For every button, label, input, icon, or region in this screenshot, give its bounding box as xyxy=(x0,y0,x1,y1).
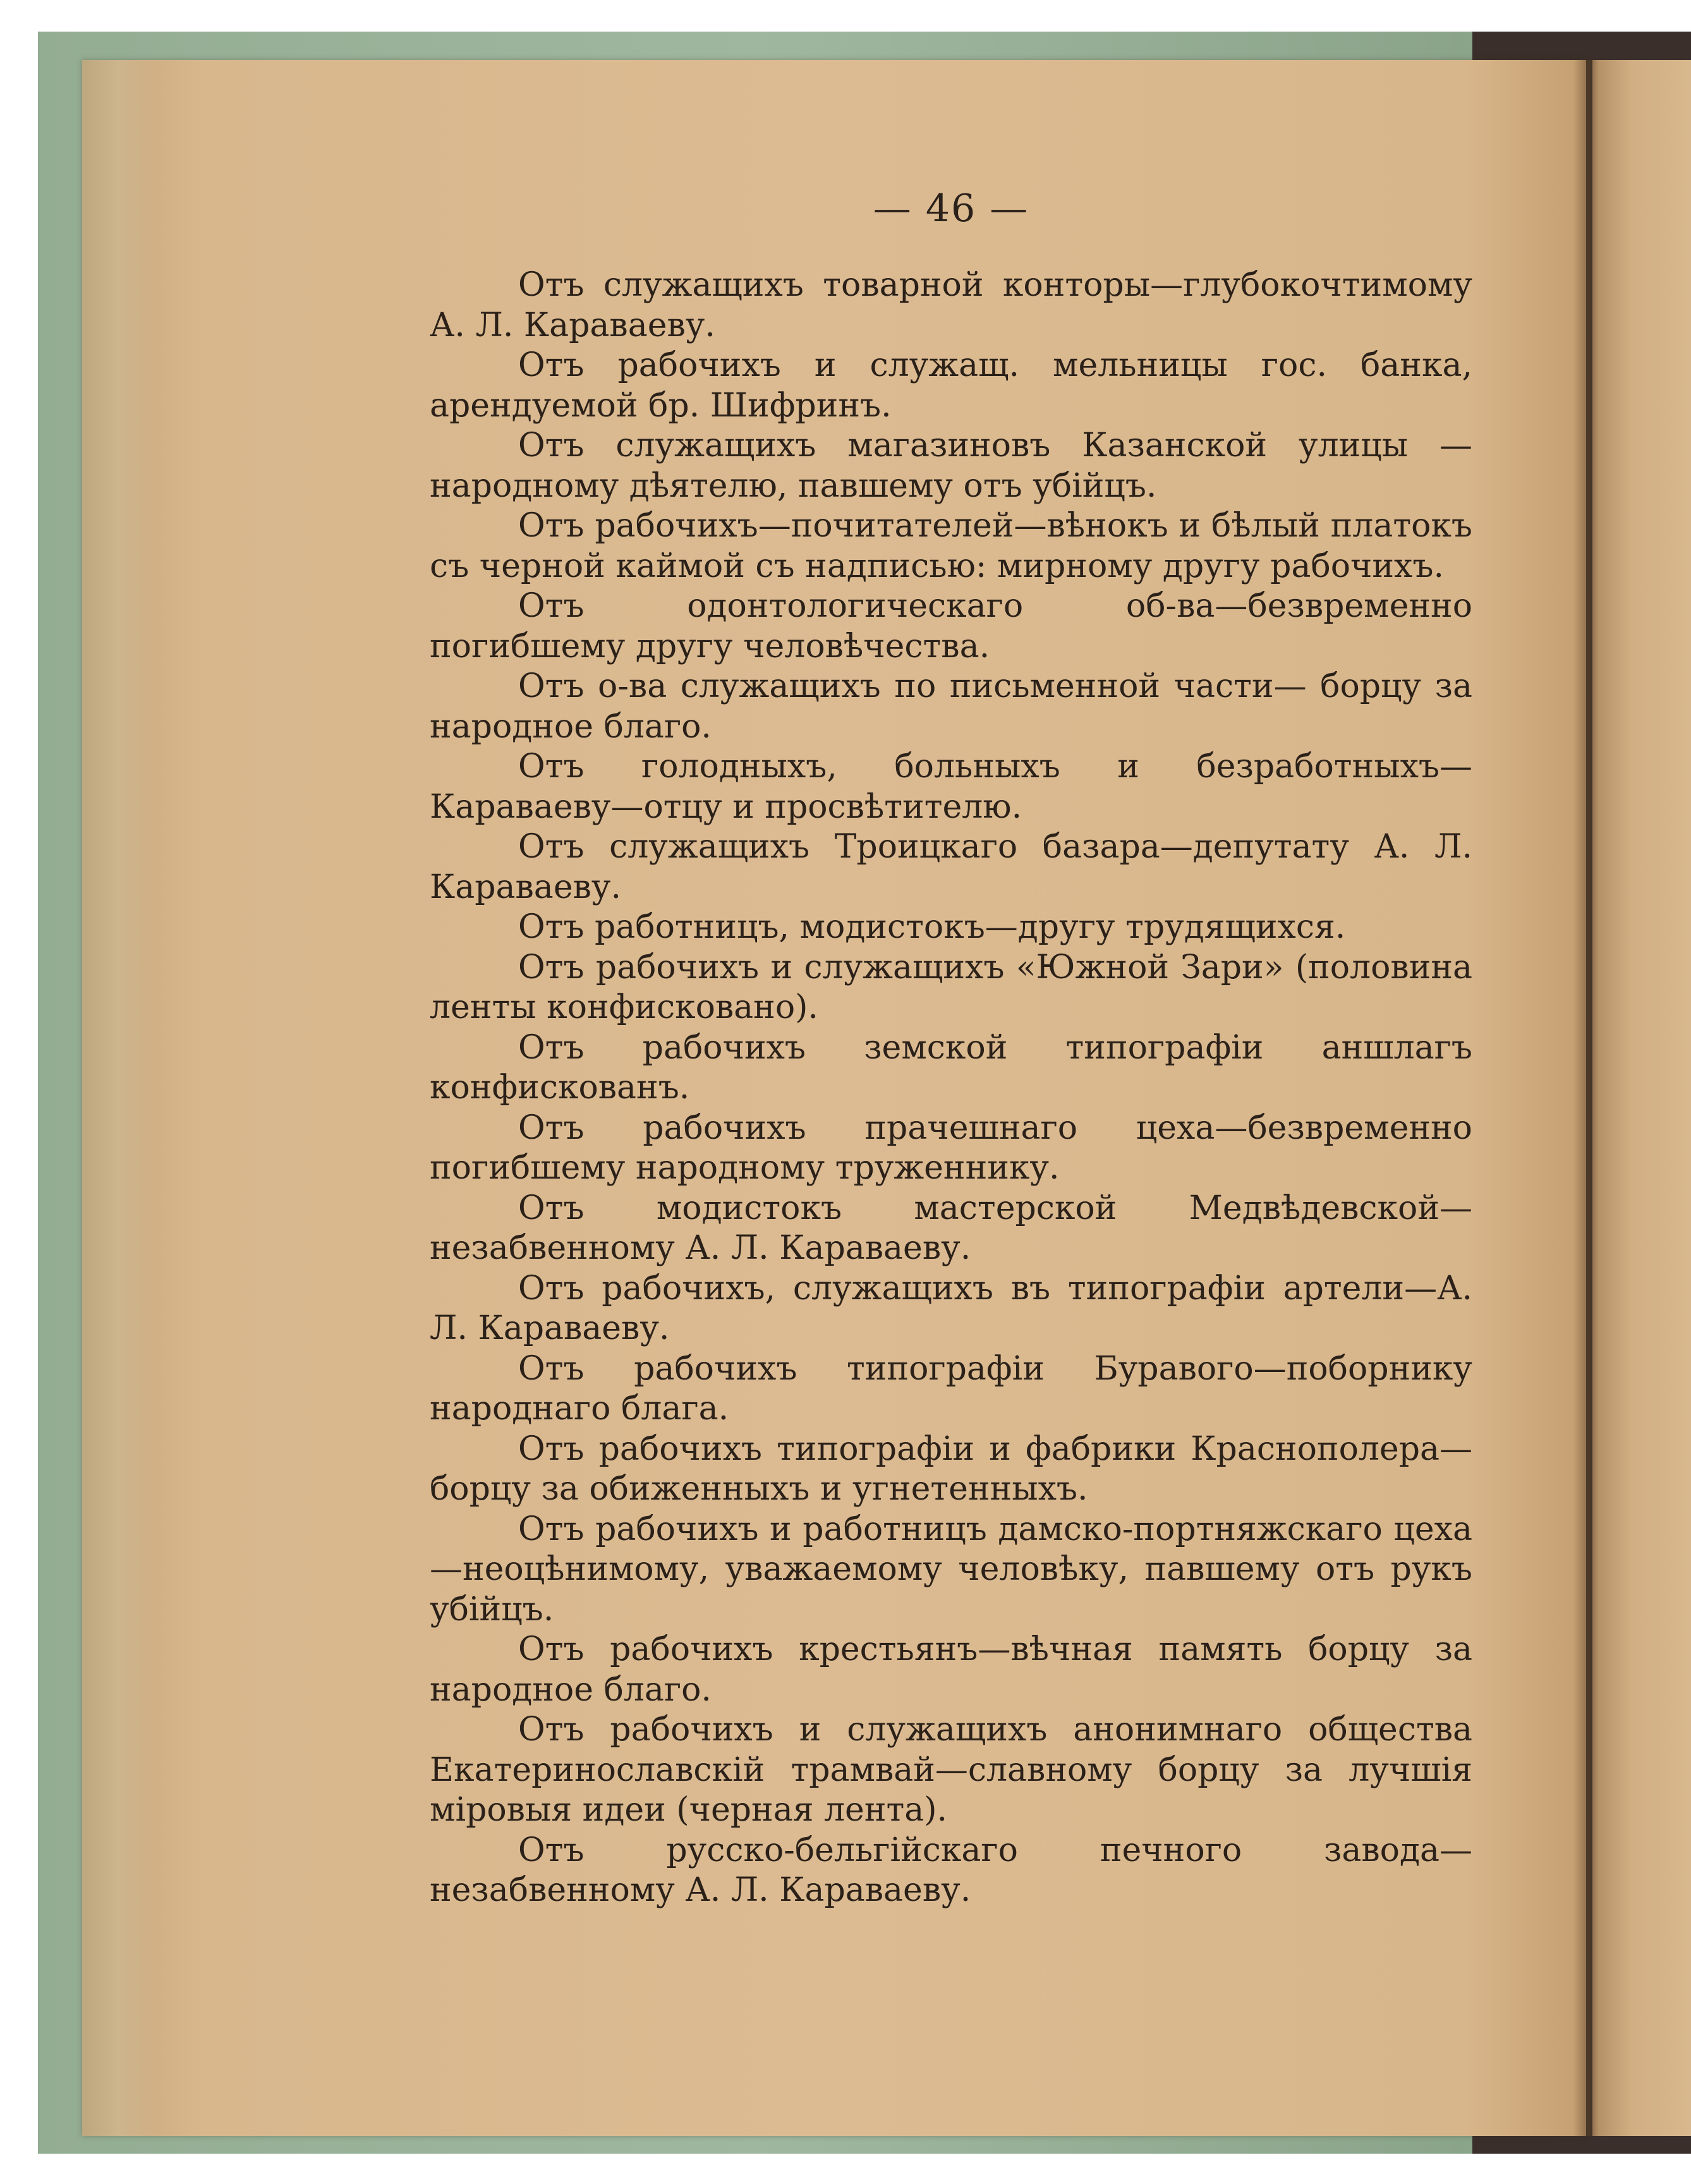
dedication-entry: Отъ рабочихъ и служащихъ анонимнаго общества Екатеринославскій трамвай—славному борцу за лучшія міровыя идеи (черная лента). xyxy=(430,1711,1472,1829)
wreath-dedication-list xyxy=(430,265,1472,1911)
dedication-entry: Отъ служащихъ товарной конторы—глубокочтимому А. Л. Караваеву. xyxy=(430,266,1472,344)
dedication-entry: Отъ рабочихъ—почитателей—вѣнокъ и бѣлый платокъ съ черной каймой съ надписью: мирному другу рабочихъ. xyxy=(430,507,1472,585)
dedication-entry: Отъ рабочихъ и служащихъ «Южной Зари» (половина ленты конфисковано). xyxy=(430,948,1472,1026)
dedication-entry: Отъ рабочихъ земской типографіи аншлагъ конфискованъ. xyxy=(430,1028,1472,1107)
page-gutter xyxy=(1573,60,1599,2136)
dedication-entry: Отъ рабочихъ прачешнаго цеха—безвременно погибшему народному труженнику. xyxy=(430,1108,1472,1187)
dedication-entry: Отъ рабочихъ и служащ. мельницы гос. банка, арендуемой бр. Шифринъ. xyxy=(430,346,1472,425)
page-number: — 46 — xyxy=(873,186,1029,231)
dedication-entry: Отъ служащихъ Троицкаго базара—депутату А. Л. Караваеву. xyxy=(430,828,1472,906)
dedication-entry: Отъ рабочихъ, служащихъ въ типографіи артели—А. Л. Караваеву. xyxy=(430,1269,1472,1347)
dedication-entry: Отъ русско-бельгійскаго печного завода—незабвенному А. Л. Караваеву. xyxy=(430,1831,1472,1909)
dedication-entry: Отъ рабочихъ типографіи и фабрики Краснополера—борцу за обиженныхъ и угнетенныхъ. xyxy=(430,1429,1472,1508)
dedication-entry: Отъ голодныхъ, больныхъ и безработныхъ— Караваеву—отцу и просвѣтителю. xyxy=(430,748,1472,826)
facing-page-edge xyxy=(1592,60,1691,2136)
dedication-entry: Отъ рабочихъ и работницъ дамско-портняжскаго цеха—неоцѣнимому, уважаемому человѣку, павшему отъ рукъ убійцъ. xyxy=(430,1510,1472,1629)
dedication-entry: Отъ рабочихъ типографіи Буравого—поборнику народнаго блага. xyxy=(430,1349,1472,1428)
dedication-entry: Отъ о-ва служащихъ по письменной части— борцу за народное благо. xyxy=(430,667,1472,746)
page-left-edge xyxy=(82,60,158,2136)
dedication-entry: Отъ служащихъ магазиновъ Казанской улицы —народному дѣятелю, павшему отъ убійцъ. xyxy=(430,427,1472,505)
dedication-entry: Отъ одонтологическаго об-ва—безвременно погибшему другу человѣчества. xyxy=(430,587,1472,665)
dedication-entry: Отъ модистокъ мастерской Медвѣдевской—незабвенному А. Л. Караваеву. xyxy=(430,1189,1472,1267)
dedication-entry: Отъ рабочихъ крестьянъ—вѣчная память борцу за народное благо. xyxy=(430,1630,1472,1709)
dedication-entry: Отъ работницъ, модистокъ—другу трудящихся. xyxy=(518,908,1346,946)
